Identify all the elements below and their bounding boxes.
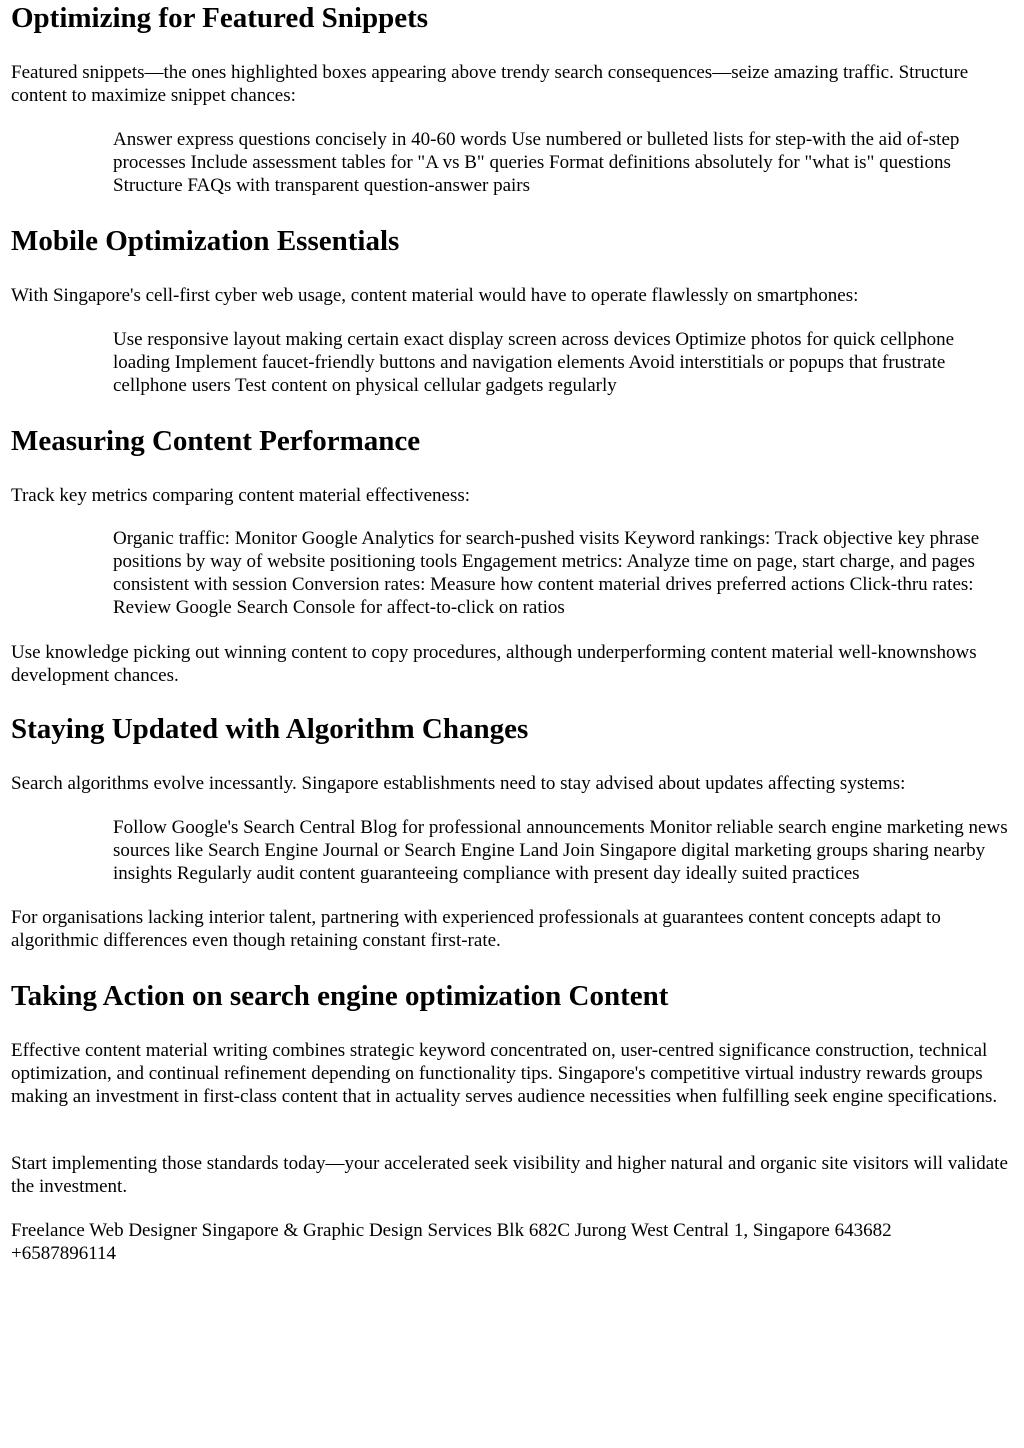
section-heading-algorithm-changes: Staying Updated with Algorithm Changes <box>11 713 529 745</box>
mobile-tips-list: Use responsive layout making certain exact display screen across devices Optimize photos for quick cellphone loading Implement faucet-friendly buttons and navigation elements Avoid interstitials or popups that frustrate cellphone users Test content on physical cellular gadgets regularly <box>113 329 955 396</box>
section-outro-algorithm-changes: For organisations lacking interior talent, partnering with experienced professionals at guarantees content concepts adapt to algorithmic differences even though retaining constant first-rate. <box>11 907 941 951</box>
business-address: Freelance Web Designer Singapore & Graphic Design Services Blk 682C Jurong West Central 1, Singapore 643682 <box>11 1220 892 1241</box>
section-outro-taking-action: Start implementing those standards today—your accelerated seek visibility and higher natural and organic site visitors will validate the investment. <box>11 1153 1008 1197</box>
metrics-list: Organic traffic: Monitor Google Analytics for search-pushed visits Keyword rankings: Track objective key phrase positions by way of website positioning tools Engagement metrics: Analyze time on page, start charge, and pages consistent with session Conversion rates: Measure how content material drives preferred actions Click-thru rates: Review Google Search Console for affect-to-click on ratios <box>113 528 980 618</box>
business-contact <box>11 1219 1014 1265</box>
section-heading-taking-action: Taking Action on search engine optimization Content <box>11 980 669 1012</box>
snippet-tips-list: Answer express questions concisely in 40-60 words Use numbered or bulleted lists for step-with the aid of-step processes Include assessment tables for "A vs B" queries Format definitions absolutely for "what is" questions Structure FAQs with transparent question-answer pairs <box>113 129 960 196</box>
section-intro-algorithm-changes: Search algorithms evolve incessantly. Singapore establishments need to stay advised about updates affecting systems: <box>11 773 906 794</box>
section-intro-mobile-optimization: With Singapore's cell-first cyber web usage, content material would have to operate flawlessly on smartphones: <box>11 285 859 306</box>
section-heading-featured-snippets: Optimizing for Featured Snippets <box>11 2 429 34</box>
section-heading-measuring-performance: Measuring Content Performance <box>11 425 421 457</box>
section-intro-featured-snippets: Featured snippets—the ones highlighted boxes appearing above trendy search consequences—seize amazing traffic. Structure content to maximize snippet chances: <box>11 62 969 106</box>
algorithm-tips-list: Follow Google's Search Central Blog for professional announcements Monitor reliable search engine marketing news sources like Search Engine Journal or Search Engine Land Join Singapore digital marketing groups sharing nearby insights Regularly audit content guaranteeing compliance with present day ideally suited practices <box>113 817 1008 884</box>
business-phone: +6587896114 <box>11 1243 117 1264</box>
section-heading-mobile-optimization: Mobile Optimization Essentials <box>11 225 400 257</box>
section-outro-measuring-performance: Use knowledge picking out winning content to copy procedures, although underperforming content material well-knownshows development chances. <box>11 642 977 686</box>
section-intro-measuring-performance: Track key metrics comparing content material effectiveness: <box>11 485 471 506</box>
section-intro-taking-action: Effective content material writing combines strategic keyword concentrated on, user-centred significance construction, technical optimization, and continual refinement depending on functionality tips. Singapore's competitive virtual industry rewards groups making an investment in first-class content that in actuality serves audience necessities when fulfilling seek engine specifications. <box>11 1040 998 1107</box>
